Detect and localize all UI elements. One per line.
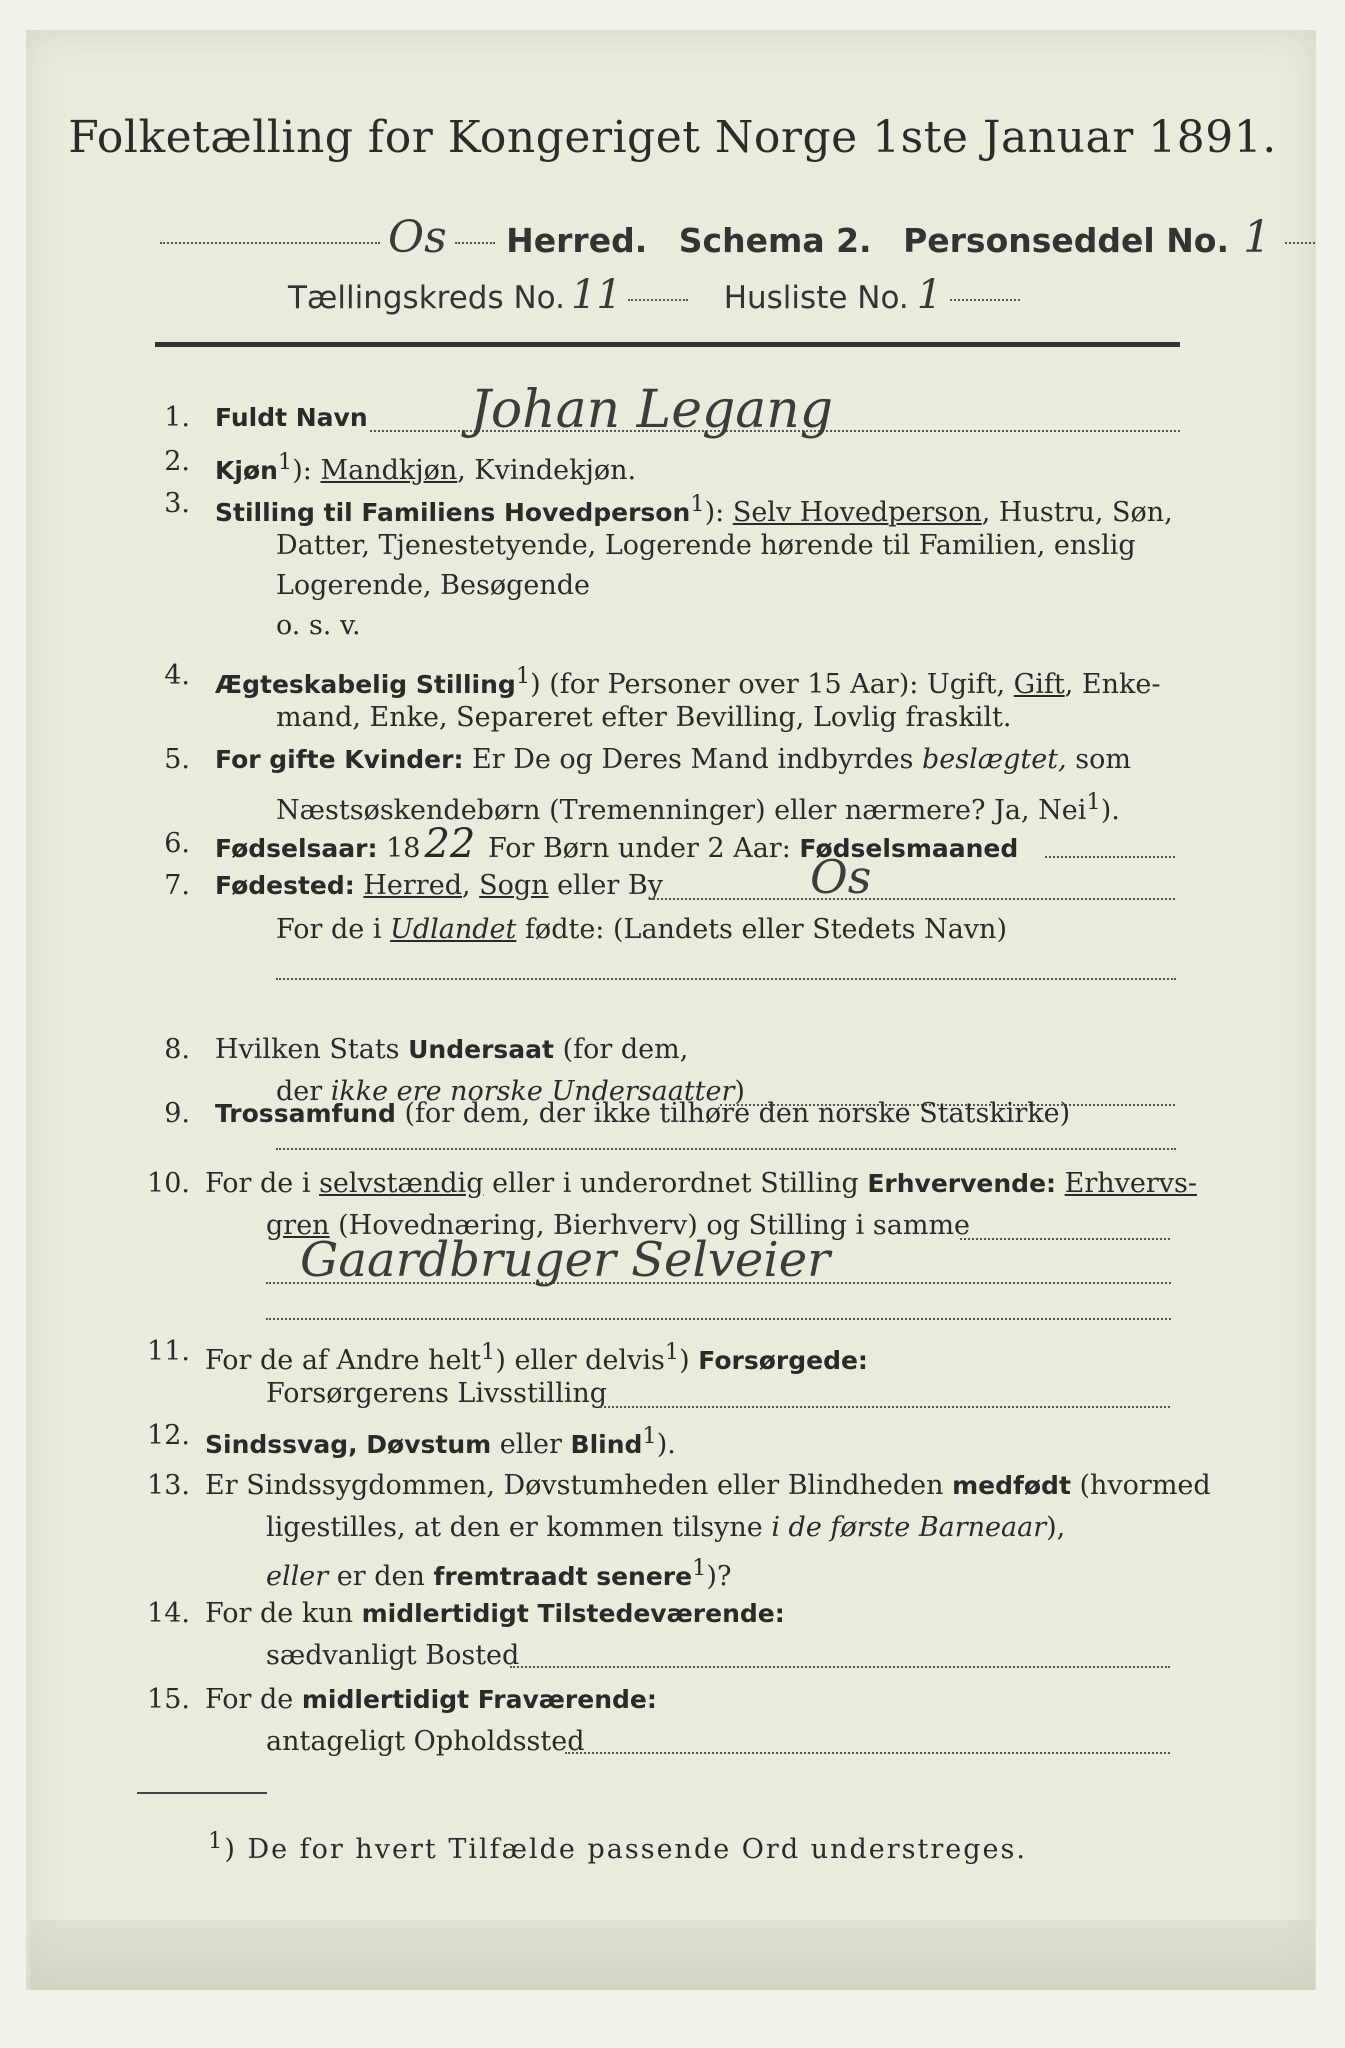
item-label: fremtraadt senere: [433, 1562, 693, 1591]
item-text: o. s. v.: [276, 610, 361, 641]
item-text: , Hustru, Søn,: [981, 497, 1173, 528]
item-number: 7.: [164, 870, 190, 901]
kreds-value: 11: [570, 272, 622, 318]
husliste-value: 1: [916, 272, 943, 318]
item-text: sædvanligt Bosted: [266, 1640, 520, 1671]
dotted-leader: [510, 1666, 1170, 1668]
item-text: ).: [656, 1429, 676, 1460]
item-text: Udlandet: [390, 914, 517, 945]
item-text: For de kun: [205, 1598, 362, 1629]
item-text: For de i: [205, 1168, 320, 1199]
footnote-mark: 1: [208, 1828, 225, 1854]
item-text: er den: [328, 1561, 434, 1592]
item-number: 8.: [164, 1034, 190, 1065]
dotted-leader: [1045, 856, 1175, 858]
item-label: Erhvervende:: [867, 1169, 1057, 1198]
dotted-leader: [455, 242, 495, 244]
footnote-mark: 1: [1086, 789, 1101, 815]
header-line-2: [288, 272, 1020, 318]
item-number: 11.: [147, 1336, 190, 1367]
birthplace-value: Os: [810, 850, 872, 904]
header-line-1: [160, 212, 1315, 263]
item-text: ).: [1100, 795, 1120, 826]
item-text: som: [1066, 744, 1131, 775]
footnote-mark: 1: [277, 449, 293, 475]
item-text: ): [679, 1345, 699, 1376]
item-text: , Kvindekjøn.: [457, 455, 637, 486]
item-number: 9.: [164, 1098, 190, 1129]
item-label: Trossamfund: [215, 1099, 396, 1128]
item-text: eller i underordnet Stilling: [483, 1168, 868, 1199]
option-underlined: Selv Hovedperson: [732, 497, 982, 528]
option-underlined: gren: [266, 1210, 330, 1241]
dotted-leader: [266, 1318, 1171, 1320]
item-number: 15.: [147, 1684, 190, 1715]
item-text: Næstsøskendebørn (Tremenninger) eller nærmere? Ja, Nei: [276, 795, 1087, 826]
item-label: For gifte Kvinder:: [215, 745, 464, 774]
item-number: 5.: [164, 744, 190, 775]
item-label: Stilling til Familiens Hovedperson: [215, 498, 691, 527]
item-text: (for dem, der ikke tilhøre den norske Statskirke): [395, 1098, 1071, 1129]
footnote-mark: 1: [481, 1339, 496, 1365]
schema-label: Schema 2.: [678, 221, 872, 260]
item-text: ligestilles, at den er kommen tilsyne: [266, 1512, 772, 1543]
item-text: ) (for Personer over 15 Aar): Ugift,: [530, 669, 1014, 700]
dotted-leader: [600, 1406, 1170, 1408]
item-text: der: [276, 1076, 331, 1107]
dotted-leader: [1285, 242, 1315, 244]
item-text: Forsørgerens Livsstilling: [266, 1378, 608, 1409]
item-text: For de: [205, 1684, 302, 1715]
item-text: ) eller delvis: [495, 1345, 665, 1376]
item-label: Blind: [570, 1430, 643, 1459]
item-number: 1.: [164, 402, 190, 433]
item-number: 6.: [164, 828, 190, 859]
item-text: (for dem,: [553, 1034, 689, 1065]
footnote-mark: 1: [642, 1423, 657, 1449]
option-underlined: Herred: [363, 870, 462, 901]
item-text: For Børn under 2 Aar:: [479, 833, 800, 864]
header-rule: [155, 342, 1180, 347]
item-text: For de i: [276, 914, 391, 945]
item-label: medfødt: [952, 1471, 1071, 1500]
dotted-leader: [276, 1148, 1176, 1150]
item-number: 2.: [164, 446, 190, 477]
item-label: Sindssvag, Døvstum: [205, 1430, 492, 1459]
footnote-mark: 1: [664, 1339, 680, 1365]
occupation-value: Gaardbruger Selveier: [300, 1232, 831, 1288]
option-underlined: selvstændig: [319, 1168, 484, 1199]
husliste-label: Husliste No.: [723, 280, 909, 316]
item-text: ):: [704, 497, 733, 528]
item-number: 13.: [147, 1470, 190, 1501]
item-label: Fuldt Navn: [215, 403, 368, 432]
dotted-leader: [960, 1238, 1170, 1240]
personseddel-label: Personseddel No.: [903, 221, 1230, 260]
item-text: Hvilken Stats: [215, 1034, 409, 1065]
item-text: eller: [266, 1561, 329, 1592]
item-label: Fødselsaar:: [215, 834, 378, 863]
item-label: Undersaat: [408, 1035, 554, 1064]
item-number: 4.: [164, 660, 190, 691]
item-text: eller By: [548, 870, 663, 901]
item-text: Er Sindssygdommen, Døvstumheden eller Blindheden: [205, 1470, 953, 1501]
item-text: ),: [1046, 1512, 1066, 1543]
item-text: ikke ere norske Undersaatter: [330, 1076, 735, 1107]
item-label: Kjøn: [215, 456, 278, 485]
item-text: 18: [377, 833, 421, 864]
item-text: )?: [706, 1561, 732, 1592]
option-underlined: Erhvervs-: [1064, 1168, 1198, 1199]
birth-year-value: 22: [424, 821, 476, 867]
item-label: midlertidigt Tilstedeværende:: [361, 1599, 785, 1628]
footnote-rule: [137, 1792, 267, 1794]
item-text: i de første Barneaar: [771, 1512, 1047, 1543]
item-label: Forsørgede:: [698, 1346, 868, 1375]
item-text: ): [734, 1076, 745, 1107]
footnote-mark: 1: [690, 491, 705, 517]
option-underlined: Sogn: [479, 870, 549, 901]
item-label: Fødselsmaaned: [799, 834, 1019, 863]
item-label: midlertidigt Fraværende:: [301, 1685, 657, 1714]
item-text: fødte: (Landets eller Stedets Navn): [516, 914, 1007, 945]
footnote: [208, 1828, 1027, 1865]
item-label: Ægteskabelig Stilling: [215, 670, 516, 699]
item-text: Er De og Deres Mand indbyrdes: [463, 744, 922, 775]
dotted-leader: [950, 299, 1020, 301]
dotted-leader: [276, 978, 1176, 980]
item-number: 14.: [147, 1598, 190, 1629]
item-text: eller: [491, 1429, 571, 1460]
footnote-mark: 1: [515, 663, 531, 689]
form-title: Folketælling for Kongeriget Norge 1ste Januar 1891.: [68, 112, 1277, 163]
item-number: 3.: [164, 488, 190, 519]
item-text: mand, Enke, Separeret efter Bevilling, Lovlig fraskilt.: [276, 702, 1012, 733]
item-text: (hvormed: [1070, 1470, 1211, 1501]
dotted-leader: [160, 242, 380, 244]
herred-label: Herred.: [506, 221, 648, 260]
item-text: ):: [292, 455, 321, 486]
item-text: For de af Andre helt: [205, 1345, 482, 1376]
footnote-text: ) De for hvert Tilfælde passende Ord understreges.: [224, 1834, 1027, 1865]
item-text: , Enke-: [1064, 669, 1161, 700]
kreds-label: Tællingskreds No.: [288, 280, 565, 316]
full-name-value: Johan Legang: [470, 380, 834, 440]
item-text: ,: [461, 870, 480, 901]
item-text: Logerende, Besøgende: [276, 570, 590, 601]
dotted-leader: [565, 1752, 1170, 1754]
herred-value: Os: [388, 212, 447, 263]
personseddel-value: 1: [1243, 212, 1272, 263]
option-underlined: Gift: [1013, 669, 1065, 700]
item-number: 10.: [147, 1168, 190, 1199]
option-underlined: Mandkjøn: [320, 455, 458, 486]
item-number: 12.: [147, 1420, 190, 1451]
item-text: antageligt Opholdssted: [266, 1726, 585, 1757]
item-label: Fødested:: [215, 871, 355, 900]
dotted-leader: [650, 898, 1175, 900]
item-text: beslægtet,: [921, 744, 1067, 775]
item-text: Datter, Tjenestetyende, Logerende hørende til Familien, enslig: [276, 530, 1136, 561]
footnote-mark: 1: [692, 1555, 707, 1581]
dotted-leader: [628, 299, 688, 301]
paper-edge-shadow: [30, 1920, 1315, 1990]
item-text: (Hovednæring, Bierhverv) og Stilling i samme: [329, 1210, 971, 1241]
